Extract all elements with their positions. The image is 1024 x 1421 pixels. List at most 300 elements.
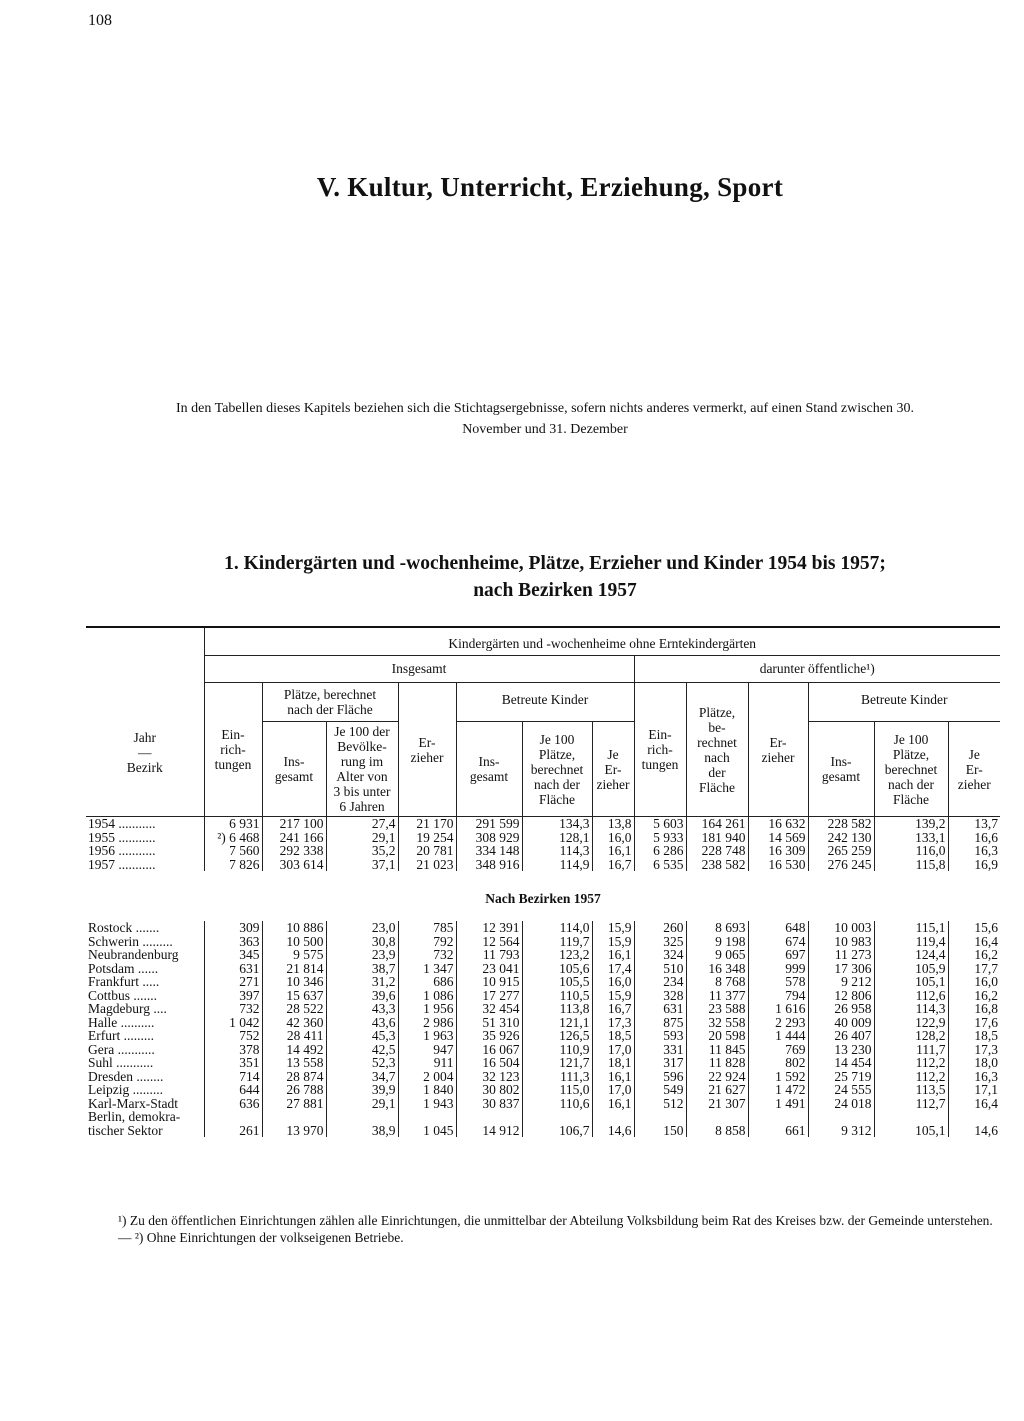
- table-cell: 631: [204, 962, 262, 976]
- table-cell: 1 943: [398, 1097, 456, 1111]
- oeff-erzieher-header: Er- zieher: [748, 683, 808, 817]
- table-cell: 18,1: [592, 1056, 634, 1070]
- table-cell: 228 748: [686, 844, 748, 858]
- table-cell: 16,7: [592, 858, 634, 872]
- table-cell: 112,6: [874, 989, 948, 1003]
- table-cell: 661: [748, 1124, 808, 1138]
- table-cell: 911: [398, 1056, 456, 1070]
- district-row: [86, 962, 1000, 976]
- table-cell: 106,7: [522, 1124, 592, 1138]
- table-cell: 636: [204, 1097, 262, 1111]
- table-cell: [948, 1110, 1000, 1124]
- table-cell: 51 310: [456, 1016, 522, 1030]
- table-cell: 11 377: [686, 989, 748, 1003]
- erzieher-header: Er- zieher: [398, 683, 456, 817]
- row-label: 1955 ...........: [88, 830, 156, 844]
- district-row: [86, 1083, 1000, 1097]
- table-cell: 32 454: [456, 1002, 522, 1016]
- table-cell: 234: [634, 975, 686, 989]
- district-row: [86, 1043, 1000, 1057]
- table-cell: 121,7: [522, 1056, 592, 1070]
- table-cell: 123,2: [522, 948, 592, 962]
- row-label: Halle ..........: [88, 1015, 155, 1029]
- table-cell: [262, 1110, 326, 1124]
- district-row: [86, 921, 1000, 935]
- table-cell: 16 309: [748, 844, 808, 858]
- table-cell: 1 042: [204, 1016, 262, 1030]
- table-cell: 13,8: [592, 817, 634, 831]
- table-cell: 217 100: [262, 817, 326, 831]
- table-cell: 309: [204, 921, 262, 935]
- table-cell: 21 814: [262, 962, 326, 976]
- district-row: [86, 1070, 1000, 1084]
- table-cell: 13 970: [262, 1124, 326, 1138]
- table-cell: 29,1: [326, 1097, 398, 1111]
- row-label: tischer Sektor: [88, 1123, 163, 1137]
- table-cell: 648: [748, 921, 808, 935]
- table-cell: 16,4: [948, 1097, 1000, 1111]
- table-cell: 15,9: [592, 921, 634, 935]
- table-cell: 732: [204, 1002, 262, 1016]
- table-cell: 363: [204, 935, 262, 949]
- district-rows: [86, 921, 1000, 1137]
- oeff-plaetze-header: Plätze, be- rechnet nach der Fläche: [686, 683, 748, 817]
- table-cell: 328: [634, 989, 686, 1003]
- row-label: Neubrandenburg: [88, 948, 179, 962]
- table-cell: 697: [748, 948, 808, 962]
- table-cell: 13 230: [808, 1043, 874, 1057]
- table-cell: 30 802: [456, 1083, 522, 1097]
- table-cell: 947: [398, 1043, 456, 1057]
- table-cell: 345: [204, 948, 262, 962]
- table-cell: 593: [634, 1029, 686, 1043]
- district-row: [86, 1029, 1000, 1043]
- top-header: Kindergärten und -wochenheime ohne Erntekindergärten: [204, 627, 1000, 656]
- oeff-kinder-insgesamt-header: Ins- gesamt: [808, 722, 874, 817]
- table-cell: [326, 1110, 398, 1124]
- row-label: 1956 ...........: [88, 844, 156, 858]
- table-cell: 578: [748, 975, 808, 989]
- table-cell: 20 598: [686, 1029, 748, 1043]
- table-cell: 10 915: [456, 975, 522, 989]
- table-cell: 35 926: [456, 1029, 522, 1043]
- table-cell: 16,3: [948, 844, 1000, 858]
- district-row: [86, 1016, 1000, 1030]
- row-label: Erfurt .........: [88, 1029, 154, 1043]
- table-cell: 9 198: [686, 935, 748, 949]
- table-cell: 2 986: [398, 1016, 456, 1030]
- table-cell: 14,6: [948, 1124, 1000, 1138]
- table-cell: 42 360: [262, 1016, 326, 1030]
- table-cell: 9 312: [808, 1124, 874, 1138]
- table-cell: 334 148: [456, 844, 522, 858]
- table-cell: 238 582: [686, 858, 748, 872]
- table-cell: 16,7: [592, 1002, 634, 1016]
- table-cell: 644: [204, 1083, 262, 1097]
- table-cell: 38,7: [326, 962, 398, 976]
- table-cell: 164 261: [686, 817, 748, 831]
- year-row: [86, 844, 1000, 858]
- table-title: [100, 550, 1010, 604]
- table-cell: 32 558: [686, 1016, 748, 1030]
- row-label: Karl-Marx-Stadt: [88, 1096, 178, 1110]
- row-label: Leipzig .........: [88, 1083, 163, 1097]
- footnotes: ¹) Zu den öffentlichen Einrichtungen zählen alle Einrichtungen, die unmittelbar der Abteilung Volksbildung beim Rat des Kreises bzw. der Gemeinde unterstehen. — ²) Ohne Einrichtungen der volkseigenen Betriebe.: [118, 1213, 993, 1245]
- district-row: [86, 1110, 1000, 1124]
- table-cell: 242 130: [808, 831, 874, 845]
- table-cell: 5 933: [634, 831, 686, 845]
- table-cell: 111,7: [874, 1043, 948, 1057]
- district-row: [86, 1056, 1000, 1070]
- table-cell: 331: [634, 1043, 686, 1057]
- table-cell: 11 793: [456, 948, 522, 962]
- darunter-header: darunter öffentliche¹): [634, 656, 1000, 683]
- table-cell: 14 454: [808, 1056, 874, 1070]
- table-cell: 549: [634, 1083, 686, 1097]
- table-cell: 292 338: [262, 844, 326, 858]
- table-cell: 23 041: [456, 962, 522, 976]
- table-cell: 16 632: [748, 817, 808, 831]
- table-cell: 271: [204, 975, 262, 989]
- table-cell: 10 346: [262, 975, 326, 989]
- table-cell: [204, 1110, 262, 1124]
- table-cell: 15,9: [592, 935, 634, 949]
- table-cell: 16,0: [948, 975, 1000, 989]
- table-cell: 26 958: [808, 1002, 874, 1016]
- table-cell: 9 212: [808, 975, 874, 989]
- table-cell: 114,9: [522, 858, 592, 872]
- oeff-betreute-header: Betreute Kinder: [808, 683, 1000, 722]
- table-cell: 769: [748, 1043, 808, 1057]
- table-cell: 397: [204, 989, 262, 1003]
- table-cell: 20 781: [398, 844, 456, 858]
- table-cell: 40 009: [808, 1016, 874, 1030]
- intro-note: In den Tabellen dieses Kapitels beziehen sich die Stichtagsergebnisse, sofern nichts anderes vermerkt, auf einen Stand zwischen 30. November und 31. Dezember: [176, 401, 914, 437]
- table-cell: 10 003: [808, 921, 874, 935]
- table-cell: 1 491: [748, 1097, 808, 1111]
- table-cell: 105,6: [522, 962, 592, 976]
- table-cell: 43,6: [326, 1016, 398, 1030]
- district-row: [86, 1097, 1000, 1111]
- statistics-table: [86, 626, 1000, 1137]
- table-cell: 714: [204, 1070, 262, 1084]
- table-cell: 15,6: [948, 921, 1000, 935]
- year-row: [86, 858, 1000, 872]
- table-cell: 5 603: [634, 817, 686, 831]
- table-cell: 10 886: [262, 921, 326, 935]
- district-row: [86, 975, 1000, 989]
- section-label: Nach Bezirken 1957: [485, 891, 601, 906]
- years-rows: [86, 817, 1000, 872]
- district-row: [86, 1124, 1000, 1138]
- table-cell: 686: [398, 975, 456, 989]
- table-cell: 16,3: [948, 1070, 1000, 1084]
- table-cell: 16,1: [592, 1097, 634, 1111]
- table-cell: 7 560: [204, 844, 262, 858]
- table-cell: 291 599: [456, 817, 522, 831]
- table-cell: 112,7: [874, 1097, 948, 1111]
- table-cell: 28 522: [262, 1002, 326, 1016]
- table-cell: 119,4: [874, 935, 948, 949]
- table-cell: 21 627: [686, 1083, 748, 1097]
- plaetze-je100-header: Je 100 der Bevölke- rung im Alter von 3 bis unter 6 Jahren: [326, 722, 398, 817]
- table-cell: 18,0: [948, 1056, 1000, 1070]
- table-cell: 16,2: [948, 948, 1000, 962]
- row-label: 1957 ...........: [88, 857, 156, 871]
- table-cell: 105,1: [874, 975, 948, 989]
- table-cell: 150: [634, 1124, 686, 1138]
- table-cell: 794: [748, 989, 808, 1003]
- table-cell: 139,2: [874, 817, 948, 831]
- table-cell: 134,3: [522, 817, 592, 831]
- row-label: Magdeburg ....: [88, 1002, 167, 1016]
- table-cell: 16,1: [592, 1070, 634, 1084]
- table-cell: 14 492: [262, 1043, 326, 1057]
- kinder-je100-header: Je 100 Plätze, berechnet nach der Fläche: [522, 722, 592, 817]
- oeff-je-erzieher-header: Je Er- zieher: [948, 722, 1000, 817]
- table-cell: 115,1: [874, 921, 948, 935]
- table-cell: 510: [634, 962, 686, 976]
- betreute-kinder-header: Betreute Kinder: [456, 683, 634, 722]
- row-label: Cottbus .......: [88, 988, 158, 1002]
- table-cell: 16,4: [948, 935, 1000, 949]
- table-cell: 17 306: [808, 962, 874, 976]
- table-cell: 732: [398, 948, 456, 962]
- table-cell: 126,5: [522, 1029, 592, 1043]
- table-cell: 16,0: [592, 975, 634, 989]
- oeff-kinder-je100-header: Je 100 Plätze, berechnet nach der Fläche: [874, 722, 948, 817]
- table-cell: 128,2: [874, 1029, 948, 1043]
- table-cell: 17,3: [592, 1016, 634, 1030]
- table-cell: 17,6: [948, 1016, 1000, 1030]
- row-label: 1954 ...........: [88, 816, 156, 831]
- table-cell: 121,1: [522, 1016, 592, 1030]
- table-cell: 31,2: [326, 975, 398, 989]
- row-label: Potsdam ......: [88, 961, 159, 975]
- table-cell: 17,1: [948, 1083, 1000, 1097]
- table-cell: 113,8: [522, 1002, 592, 1016]
- table-cell: 596: [634, 1070, 686, 1084]
- table-cell: 114,3: [874, 1002, 948, 1016]
- table-cell: 11 845: [686, 1043, 748, 1057]
- table-cell: 110,6: [522, 1097, 592, 1111]
- table-cell: 10 500: [262, 935, 326, 949]
- table-cell: 112,2: [874, 1070, 948, 1084]
- table-cell: 105,9: [874, 962, 948, 976]
- table-cell: 116,0: [874, 844, 948, 858]
- table-cell: 10 983: [808, 935, 874, 949]
- table-cell: 6 535: [634, 858, 686, 872]
- table-cell: 11 273: [808, 948, 874, 962]
- table-cell: 32 123: [456, 1070, 522, 1084]
- row-label: Frankfurt .....: [88, 975, 160, 989]
- table-cell: 30,8: [326, 935, 398, 949]
- table-cell: 2 293: [748, 1016, 808, 1030]
- table-cell: 785: [398, 921, 456, 935]
- table-cell: 11 828: [686, 1056, 748, 1070]
- oeff-einrichtungen-header: Ein- rich- tungen: [634, 683, 686, 817]
- table-cell: 124,4: [874, 948, 948, 962]
- table-cell: 17,3: [948, 1043, 1000, 1057]
- table-cell: 317: [634, 1056, 686, 1070]
- table-cell: 303 614: [262, 858, 326, 872]
- table-cell: 325: [634, 935, 686, 949]
- table-cell: 1 840: [398, 1083, 456, 1097]
- table-cell: [592, 1110, 634, 1124]
- table-cell: 110,5: [522, 989, 592, 1003]
- table-cell: 752: [204, 1029, 262, 1043]
- plaetze-insgesamt-header: Ins- gesamt: [262, 722, 326, 817]
- table-cell: 21 307: [686, 1097, 748, 1111]
- row-label: Berlin, demokra-: [88, 1110, 181, 1124]
- table-cell: 17,4: [592, 962, 634, 976]
- table-cell: 16,6: [948, 831, 1000, 845]
- table-cell: 17,7: [948, 962, 1000, 976]
- table-cell: 2 004: [398, 1070, 456, 1084]
- table-cell: 18,5: [592, 1029, 634, 1043]
- table-cell: 23,9: [326, 948, 398, 962]
- table-cell: 12 806: [808, 989, 874, 1003]
- stub-header: Jahr — Bezirk: [86, 627, 204, 817]
- table-cell: [874, 1110, 948, 1124]
- table-cell: 13,7: [948, 817, 1000, 831]
- table-cell: 24 555: [808, 1083, 874, 1097]
- table-cell: 15,9: [592, 989, 634, 1003]
- table-cell: 114,3: [522, 844, 592, 858]
- chapter-title: V. Kultur, Unterricht, Erziehung, Sport: [316, 172, 784, 202]
- table-cell: 42,5: [326, 1043, 398, 1057]
- table-cell: 128,1: [522, 831, 592, 845]
- table-cell: [398, 1110, 456, 1124]
- district-row: [86, 1002, 1000, 1016]
- table-cell: 8 693: [686, 921, 748, 935]
- table-cell: 9 575: [262, 948, 326, 962]
- table-cell: 37,1: [326, 858, 398, 872]
- table-cell: [748, 1110, 808, 1124]
- table-cell: [522, 1110, 592, 1124]
- table-cell: 26 407: [808, 1029, 874, 1043]
- table-cell: 6 931: [204, 817, 262, 831]
- table-cell: 23,0: [326, 921, 398, 935]
- table-cell: 308 929: [456, 831, 522, 845]
- table-cell: 105,1: [874, 1124, 948, 1138]
- table-cell: 228 582: [808, 817, 874, 831]
- table-cell: 16,2: [948, 989, 1000, 1003]
- table-cell: 23 588: [686, 1002, 748, 1016]
- table-cell: 39,6: [326, 989, 398, 1003]
- table-cell: 1 956: [398, 1002, 456, 1016]
- table-cell: 113,5: [874, 1083, 948, 1097]
- table-cell: 52,3: [326, 1056, 398, 1070]
- table-cell: 38,9: [326, 1124, 398, 1138]
- table-cell: 115,0: [522, 1083, 592, 1097]
- table-title-line2: nach Bezirken 1957: [473, 580, 637, 601]
- einrichtungen-header: Ein- rich- tungen: [204, 683, 262, 817]
- table-cell: 21 023: [398, 858, 456, 872]
- table-cell: 14 912: [456, 1124, 522, 1138]
- table-cell: 351: [204, 1056, 262, 1070]
- table-cell: 6 286: [634, 844, 686, 858]
- table-cell: 324: [634, 948, 686, 962]
- table-cell: 16 530: [748, 858, 808, 872]
- table-cell: 17,0: [592, 1043, 634, 1057]
- table-cell: 1 472: [748, 1083, 808, 1097]
- table-cell: 12 564: [456, 935, 522, 949]
- table-cell: 19 254: [398, 831, 456, 845]
- table-cell: 16 067: [456, 1043, 522, 1057]
- district-row: [86, 935, 1000, 949]
- table-cell: 1 045: [398, 1124, 456, 1138]
- district-row: [86, 989, 1000, 1003]
- table-cell: 17,0: [592, 1083, 634, 1097]
- table-cell: 8 768: [686, 975, 748, 989]
- table-cell: 25 719: [808, 1070, 874, 1084]
- table-cell: 110,9: [522, 1043, 592, 1057]
- table-cell: 1 347: [398, 962, 456, 976]
- table-cell: 265 259: [808, 844, 874, 858]
- table-cell: 1 444: [748, 1029, 808, 1043]
- table-cell: 26 788: [262, 1083, 326, 1097]
- district-row: [86, 948, 1000, 962]
- table-cell: 105,5: [522, 975, 592, 989]
- table-cell: 16,0: [592, 831, 634, 845]
- table-cell: 631: [634, 1002, 686, 1016]
- table-cell: [808, 1110, 874, 1124]
- table-cell: 1 963: [398, 1029, 456, 1043]
- page-number: 108: [88, 12, 112, 29]
- table-cell: 16,1: [592, 844, 634, 858]
- table-cell: 674: [748, 935, 808, 949]
- table-cell: 122,9: [874, 1016, 948, 1030]
- table-cell: 999: [748, 962, 808, 976]
- table-cell: 8 858: [686, 1124, 748, 1138]
- table-cell: 119,7: [522, 935, 592, 949]
- row-label: Dresden ........: [88, 1069, 164, 1083]
- table-cell: 241 166: [262, 831, 326, 845]
- table-cell: [456, 1110, 522, 1124]
- table-cell: 14 569: [748, 831, 808, 845]
- insgesamt-header: Insgesamt: [204, 656, 634, 683]
- table-cell: 7 826: [204, 858, 262, 872]
- table-cell: 13 558: [262, 1056, 326, 1070]
- kinder-insgesamt-header: Ins- gesamt: [456, 722, 522, 817]
- table-cell: 17 277: [456, 989, 522, 1003]
- table-cell: 112,2: [874, 1056, 948, 1070]
- table-cell: 34,7: [326, 1070, 398, 1084]
- table-cell: 35,2: [326, 844, 398, 858]
- row-label: Rostock .......: [88, 921, 160, 935]
- table-cell: 261: [204, 1124, 262, 1138]
- table-cell: 111,3: [522, 1070, 592, 1084]
- table-cell: 16,1: [592, 948, 634, 962]
- table-cell: 16 504: [456, 1056, 522, 1070]
- plaetze-group-header: Plätze, berechnet nach der Fläche: [262, 683, 398, 722]
- table-title-line1: 1. Kindergärten und -wochenheime, Plätze, Erzieher und Kinder 1954 bis 1957;: [224, 553, 886, 574]
- table-cell: 45,3: [326, 1029, 398, 1043]
- table-cell: 14,6: [592, 1124, 634, 1138]
- table-cell: 114,0: [522, 921, 592, 935]
- table-cell: 792: [398, 935, 456, 949]
- table-cell: 348 916: [456, 858, 522, 872]
- table-cell: 28 874: [262, 1070, 326, 1084]
- table-cell: 12 391: [456, 921, 522, 935]
- table-cell: 181 940: [686, 831, 748, 845]
- row-label: Schwerin .........: [88, 934, 173, 948]
- table-cell: 512: [634, 1097, 686, 1111]
- table-cell: 16 348: [686, 962, 748, 976]
- table-cell: 27,4: [326, 817, 398, 831]
- table-cell: 15 637: [262, 989, 326, 1003]
